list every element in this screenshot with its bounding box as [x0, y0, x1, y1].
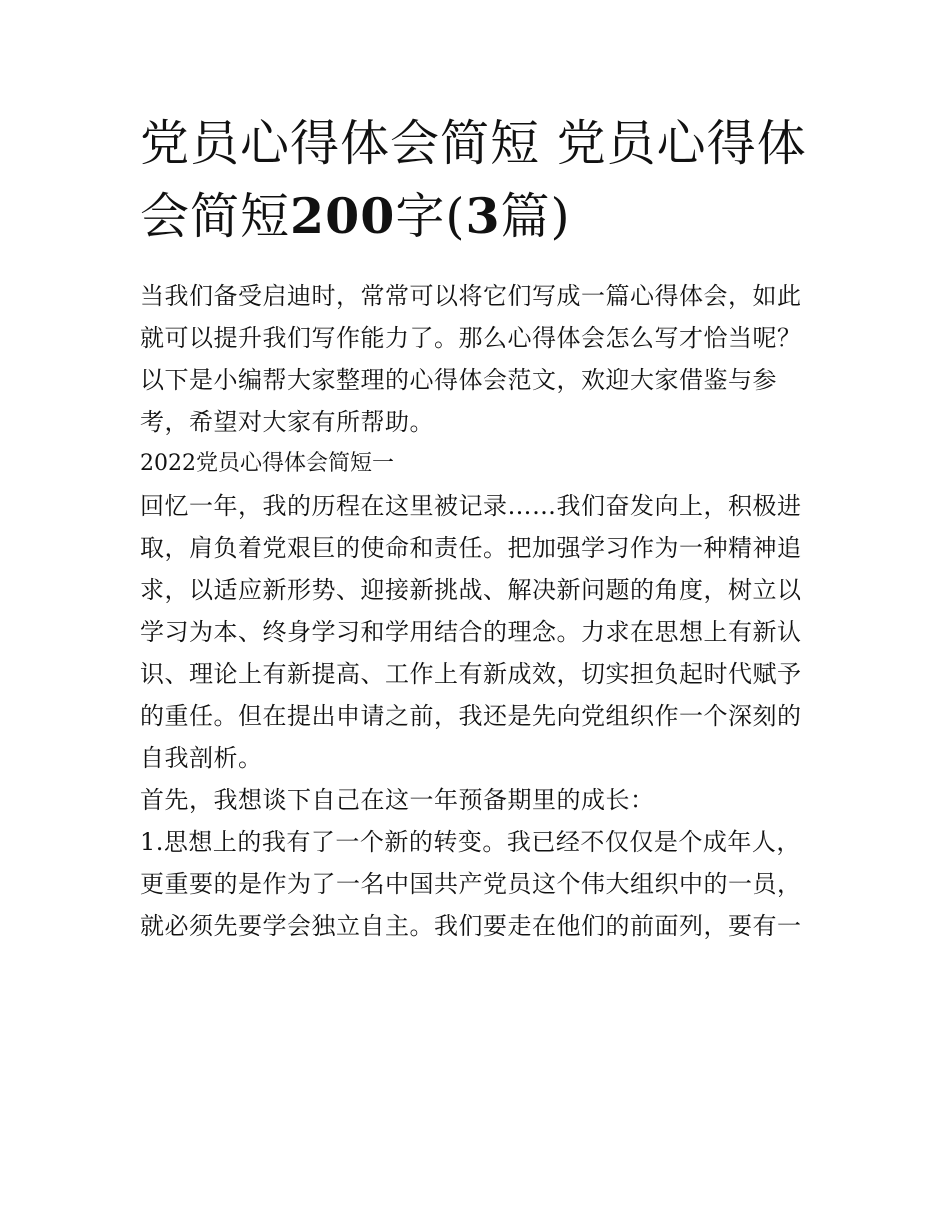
- document-title: [140, 108, 820, 253]
- title-text-part3: 篇): [500, 188, 571, 245]
- body-paragraph: 首先，我想谈下自己在这一年预备期里的成长：: [140, 786, 655, 814]
- section-heading: 2022党员心得体会简短一: [140, 451, 394, 476]
- title-number-2: 3: [465, 187, 501, 245]
- body-paragraph: 回忆一年，我的历程在这里被记录……我们奋发向上，积极进取，肩负着党艰巨的使命和责任。把加强学习作为一种精神追求，以适应新形势、迎接新挑战、解决新问题的角度，树立以学习为本、终身学习和学用结合的理念。力求在思想上有新认识、理论上有新提高、工作上有新成效，切实担负起时代赋予的重任。但在提出申请之前，我还是先向党组织作一个深刻的自我剖析。: [140, 492, 802, 772]
- title-number: 200: [290, 187, 396, 245]
- intro-paragraph: 当我们备受启迪时，常常可以将它们写成一篇心得体会，如此就可以提升我们写作能力了。那么心得体会怎么写才恰当呢？以下是小编帮大家整理的心得体会范文，欢迎大家借鉴与参考，希望对大家有所帮助。: [140, 282, 802, 436]
- title-text-part1: 党员心得体会简短 党员心得体会简短: [140, 115, 807, 245]
- document-page: [140, 108, 820, 947]
- body-paragraph: 1.思想上的我有了一个新的转变。我已经不仅仅是个成年人，更重要的是作为了一名中国共产党员这个伟大组织中的一员，就必须先要学会独立自主。我们要走在他们的前面列，要有一: [140, 828, 802, 940]
- title-text-part2: 字(: [395, 188, 466, 245]
